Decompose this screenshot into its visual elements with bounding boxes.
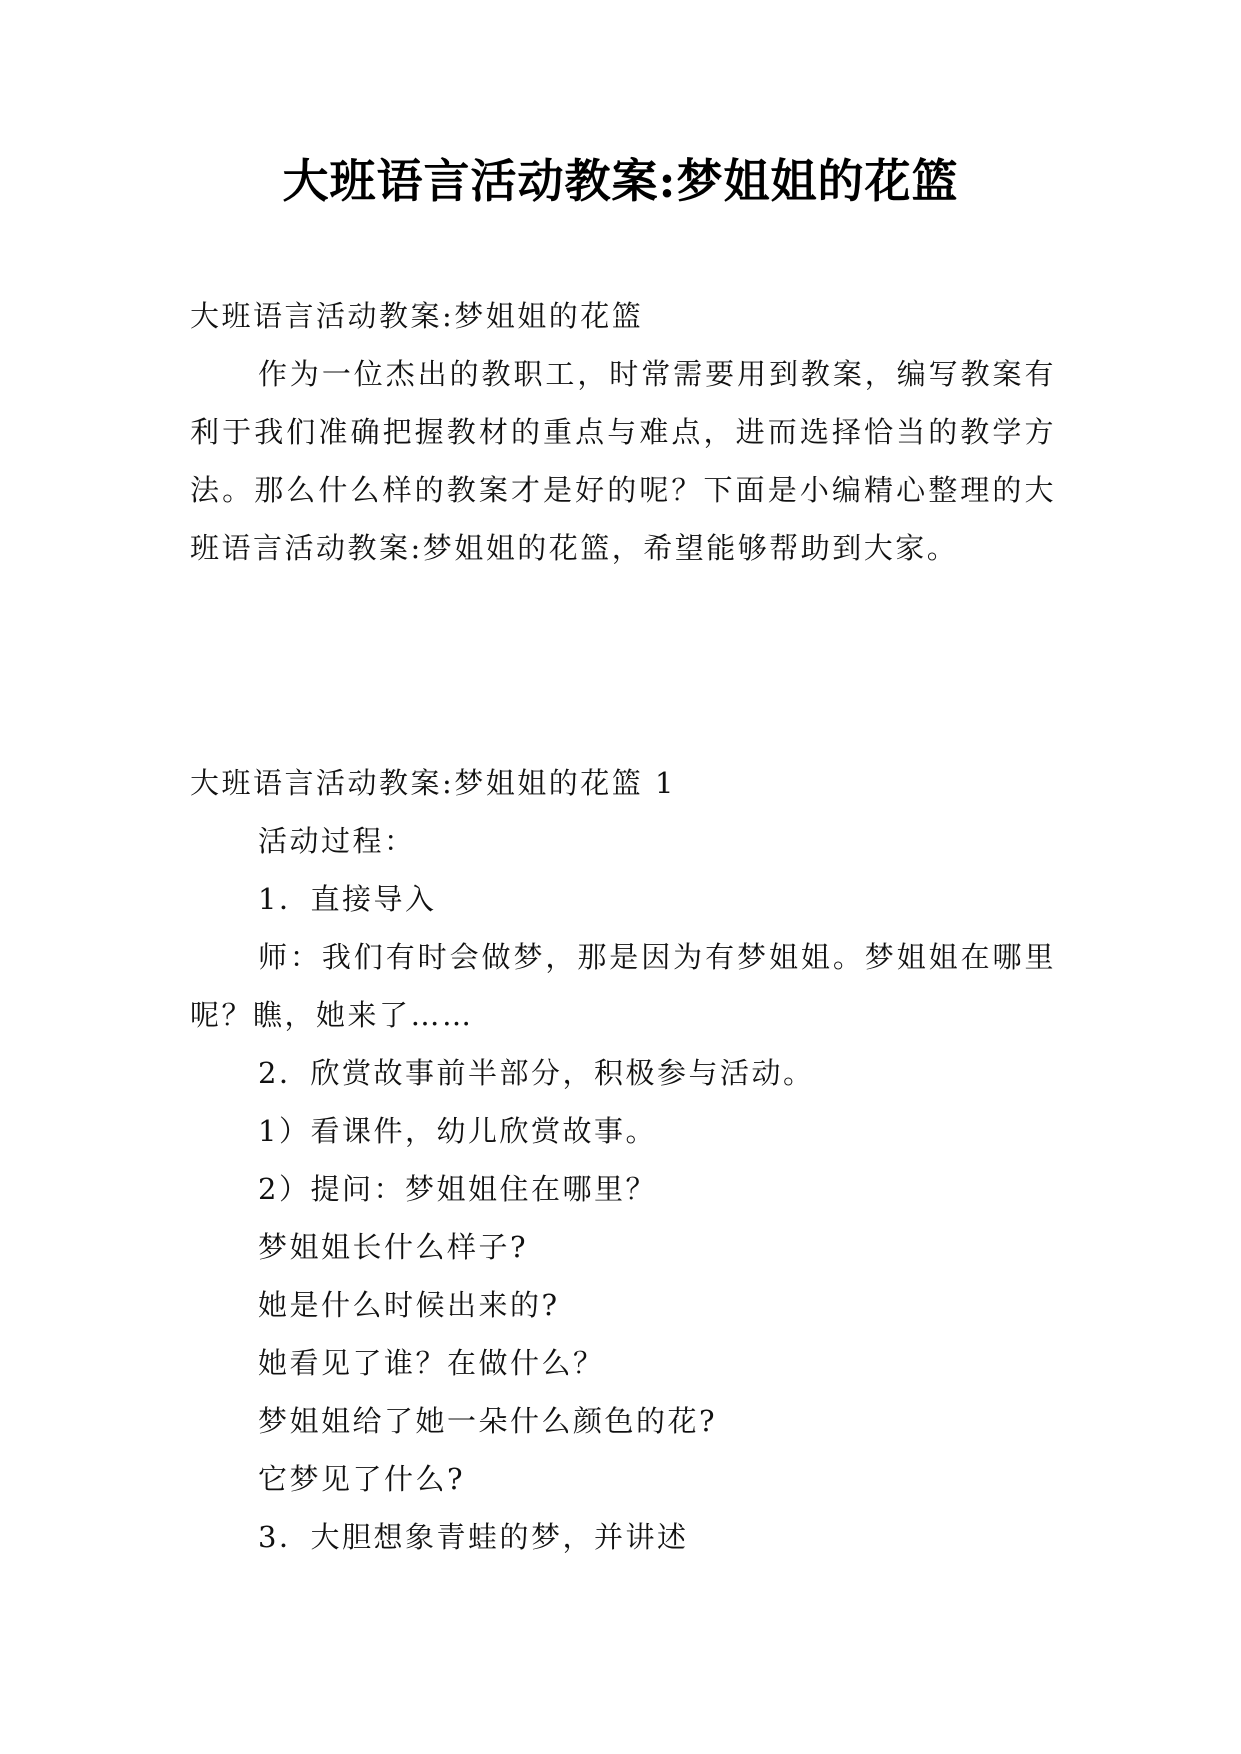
document-title: 大班语言活动教案:梦姐姐的花篮 <box>282 154 959 208</box>
section-1-line: 它梦见了什么? <box>258 1462 466 1496</box>
intro-heading: 大班语言活动教案:梦姐姐的花篮 <box>190 299 644 333</box>
intro-section <box>190 287 1056 577</box>
section-1-line: 2）提问：梦姐姐住在哪里？ <box>258 1172 657 1206</box>
section-1-line: 2．欣赏故事前半部分，积极参与活动。 <box>258 1056 815 1090</box>
section-1-line: 3．大胆想象青蛙的梦，并讲述 <box>258 1520 689 1554</box>
section-1-line: 梦姐姐长什么样子? <box>258 1230 529 1264</box>
section-1-line: 她看见了谁？在做什么？ <box>258 1346 605 1380</box>
section-1 <box>190 754 1056 1566</box>
section-1-line: 活动过程： <box>258 824 416 858</box>
section-1-heading: 大班语言活动教案:梦姐姐的花篮 1 <box>190 766 676 800</box>
section-1-line: 师：我们有时会做梦，那是因为有梦姐姐。梦姐姐在哪里呢？瞧，她来了…… <box>190 940 1056 1032</box>
intro-paragraph: 作为一位杰出的教职工，时常需要用到教案，编写教案有利于我们准确把握教材的重点与难点，进而选择恰当的教学方法。那么什么样的教案才是好的呢？下面是小编精心整理的大班语言活动教案:梦姐姐的花篮，希望能够帮助到大家。 <box>190 357 1056 565</box>
section-1-line: 梦姐姐给了她一朵什么颜色的花? <box>258 1404 718 1438</box>
section-1-line: 1）看课件，幼儿欣赏故事。 <box>258 1114 657 1148</box>
section-1-line: 她是什么时候出来的? <box>258 1288 560 1322</box>
section-1-line: 1．直接导入 <box>258 882 437 916</box>
